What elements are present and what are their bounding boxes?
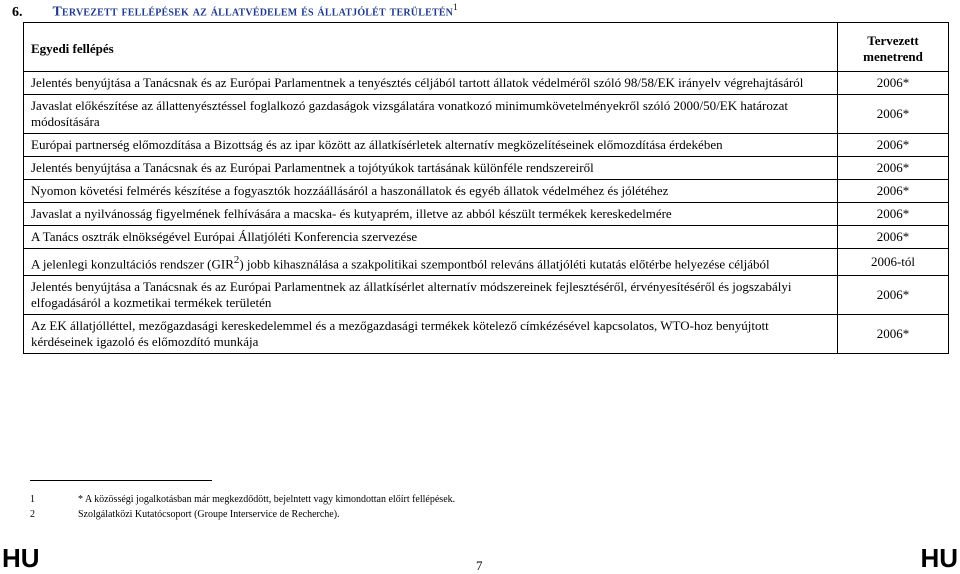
action-cell: Jelentés benyújtása a Tanácsnak és az Európai Parlamentnek a tojótyúkok tartásának különféle rendszereiről [24, 157, 838, 180]
section-title: Tervezett fellépések az állatvédelem és állatjólét területén [52, 4, 454, 20]
schedule-cell: 2006* [838, 72, 949, 95]
action-text-part: ) jobb kihasználása a szakpolitikai szempontból releváns állatjóléti kutatás előtérbe helyezése céljából [239, 256, 770, 272]
section-heading [12, 2, 458, 21]
action-cell: Jelentés benyújtása a Tanácsnak és az Európai Parlamentnek az állatkísérlet alternatív módszereinek fejlesztéséről, érvényesítéséről és jogszabályi elfogadásáról a kozmetikai termékek területén [24, 276, 838, 315]
table-row [24, 203, 949, 226]
language-code-left: HU [2, 543, 40, 573]
schedule-cell: 2006* [838, 276, 949, 315]
table-row [24, 226, 949, 249]
action-cell: Javaslat előkészítése az állattenyésztéssel foglalkozó gazdaságok vizsgálatára vonatkozó minimumkövetelményekről szóló 2000/50/EK határozat módosítására [24, 95, 838, 134]
schedule-cell: 2006* [838, 203, 949, 226]
action-cell: Európai partnerség előmozdítása a Bizottság és az ipar között az állatkísérletek alternatív megközelítéseinek előmozdítása érdekében [24, 134, 838, 157]
footnote-ref: 2 [233, 254, 240, 266]
table-row [24, 157, 949, 180]
action-cell: Javaslat a nyilvánosság figyelmének felhívására a macska- és kutyaprém, illetve az abból készült termékek kereskedelmére [24, 203, 838, 226]
action-cell: A Tanács osztrák elnökségével Európai Állatjóléti Konferencia szervezése [24, 226, 838, 249]
schedule-cell: 2006* [838, 95, 949, 134]
table-row [24, 72, 949, 95]
page-number: 7 [476, 558, 483, 573]
table-row [24, 315, 949, 354]
table-row [24, 95, 949, 134]
footnote-separator [30, 480, 212, 481]
action-text-part: A jelenlegi konzultációs rendszer (GIR [31, 256, 234, 272]
footnote [30, 494, 455, 505]
footnote [30, 509, 340, 520]
section-number: 6. [12, 4, 23, 20]
footnote-text: Szolgálatközi Kutatócsoport (Groupe Interservice de Recherche). [78, 509, 340, 520]
schedule-cell: 2006* [838, 134, 949, 157]
column-header-action: Egyedi fellépés [24, 23, 838, 72]
action-cell: Jelentés benyújtása a Tanácsnak és az Európai Parlamentnek a tenyésztés céljából tartott állatok védelméről szóló 98/58/EK irányelv végrehajtásáról [24, 72, 838, 95]
column-header-schedule: Tervezett menetrend [838, 23, 949, 72]
footnote-number: 1 [30, 494, 35, 505]
actions-table [23, 22, 949, 354]
schedule-cell: 2006* [838, 226, 949, 249]
footnote-text: * A közösségi jogalkotásban már megkezdődött, bejelntett vagy kimondottan előírt fellépések. [78, 494, 456, 505]
table-row [24, 249, 949, 276]
schedule-cell: 2006* [838, 180, 949, 203]
schedule-cell: 2006* [838, 315, 949, 354]
table-header-row [24, 23, 949, 72]
language-code-right: HU [920, 543, 958, 573]
action-cell: Az EK állatjólléttel, mezőgazdasági kereskedelemmel és a mezőgazdasági termékek kötelező címkézésével kapcsolatos, WTO-hoz benyújtott kérdéseinek igazoló és előmozdító munkája [24, 315, 838, 354]
footnote-ref: 1 [453, 2, 458, 12]
table-row [24, 180, 949, 203]
action-cell: Nyomon követési felmérés készítése a fogyasztók hozzáállásáról a haszonállatok és egyéb állatok védelméhez és jólétéhez [24, 180, 838, 203]
table-row [24, 276, 949, 315]
action-cell [24, 249, 838, 276]
table-row [24, 134, 949, 157]
footnote-number: 2 [30, 509, 35, 520]
schedule-cell: 2006* [838, 157, 949, 180]
schedule-cell: 2006-tól [838, 249, 949, 276]
